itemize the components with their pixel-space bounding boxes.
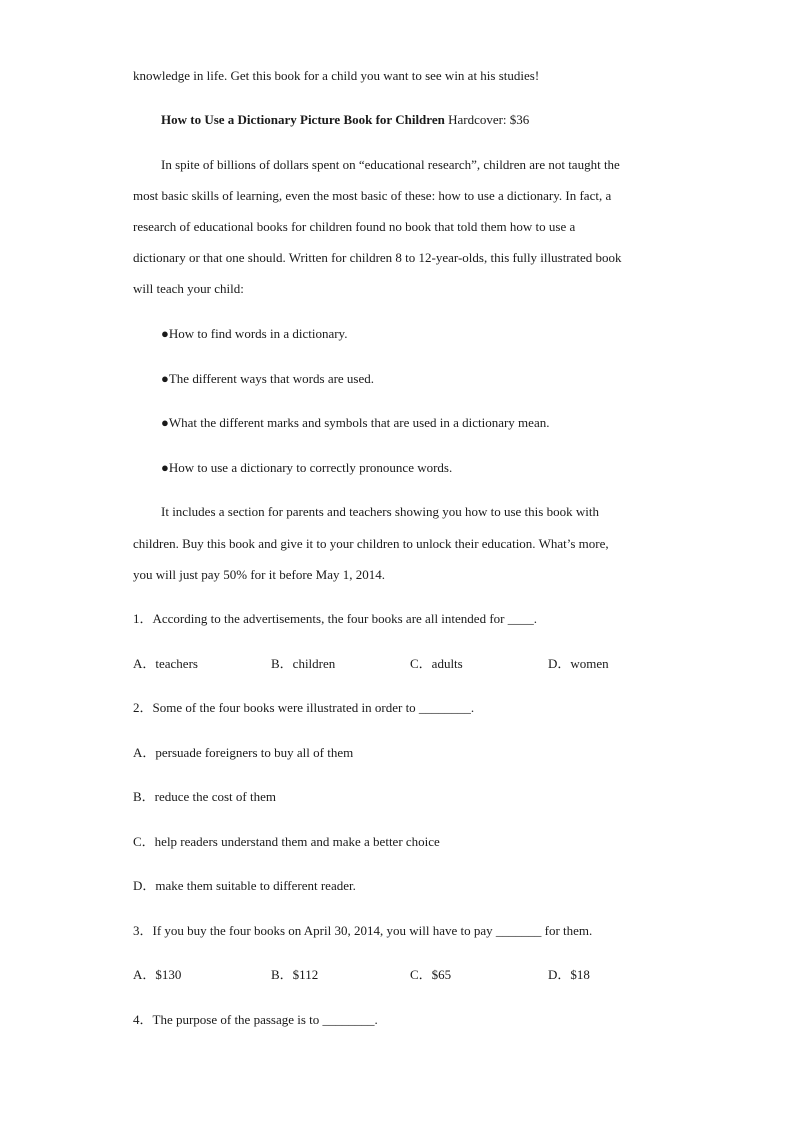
desc-line: will teach your child: (133, 281, 244, 296)
bullet-item: ●What the different marks and symbols that are used in a dictionary mean. (161, 415, 550, 430)
q2-option-d[interactable]: D．make them suitable to different reader. (133, 878, 356, 893)
question-stem-1: 1．According to the advertisements, the four books are all intended for ____. (133, 611, 537, 626)
q2-option-a[interactable]: A．persuade foreigners to buy all of them (133, 745, 354, 760)
desc-line: dictionary or that one should. Written for children 8 to 12-year-olds, this fully illustrated book (133, 250, 622, 265)
q3-option-c[interactable]: C．$65 (410, 967, 452, 982)
q2-option-b[interactable]: B．reduce the cost of them (133, 789, 276, 804)
desc-line: In spite of billions of dollars spent on “educational research”, children are not taught the (161, 157, 620, 172)
closing-line: you will just pay 50% for it before May 1, 2014. (133, 567, 386, 582)
q1-option-c[interactable]: C．adults (410, 656, 463, 671)
q1-option-a[interactable]: A．teachers (133, 656, 198, 671)
q3-option-a[interactable]: A．$130 (133, 967, 182, 982)
desc-line: most basic skills of learning, even the most basic of these: how to use a dictionary. In fact, a (133, 188, 612, 203)
closing-line: children. Buy this book and give it to your children to unlock their education. What’s more, (133, 536, 609, 551)
bullet-item: ●How to find words in a dictionary. (161, 326, 348, 341)
q3-option-d[interactable]: D．$18 (548, 967, 590, 982)
bullet-item: ●The different ways that words are used. (161, 371, 375, 386)
desc-line: research of educational books for children found no book that told them how to use a (133, 219, 576, 234)
bullet-item: ●How to use a dictionary to correctly pronounce words. (161, 460, 453, 475)
book-heading (161, 112, 529, 128)
q1-option-b[interactable]: B．children (271, 656, 336, 671)
question-stem-2: 2．Some of the four books were illustrated in order to ________. (133, 700, 475, 715)
passage-intro-tail: knowledge in life. Get this book for a child you want to see win at his studies! (133, 68, 540, 83)
closing-line: It includes a section for parents and teachers showing you how to use this book with (161, 504, 599, 519)
book-title: How to Use a Dictionary Picture Book for Children (161, 112, 445, 127)
book-price: Hardcover: $36 (444, 112, 530, 127)
question-stem-4: 4．The purpose of the passage is to ________. (133, 1012, 378, 1027)
q1-option-d[interactable]: D．women (548, 656, 609, 671)
q3-option-b[interactable]: B．$112 (271, 967, 319, 982)
q2-option-c[interactable]: C．help readers understand them and make a better choice (133, 834, 440, 849)
question-stem-3: 3．If you buy the four books on April 30, 2014, you will have to pay _______ for them. (133, 923, 593, 938)
